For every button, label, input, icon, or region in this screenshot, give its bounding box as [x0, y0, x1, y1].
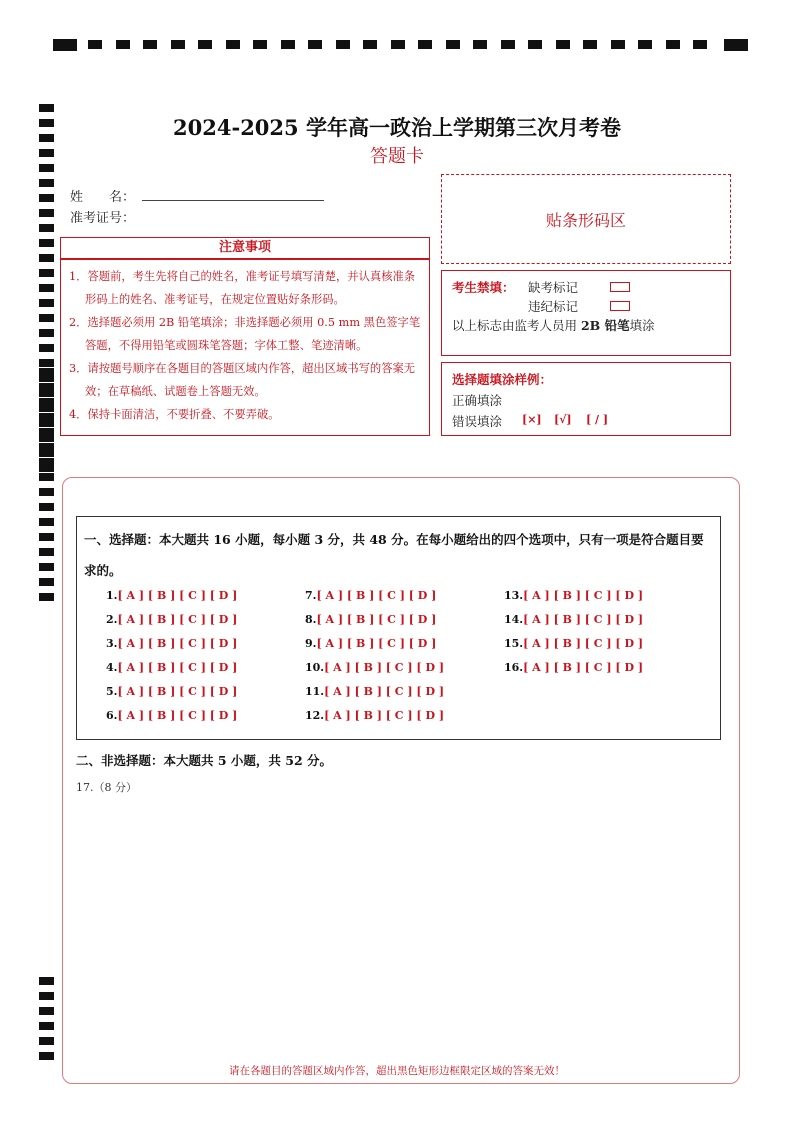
timing-mark	[171, 40, 185, 49]
mc-question-number: 11.	[305, 685, 325, 698]
mc-options[interactable]: [ A ] [ B ] [ C ] [ D ]	[117, 613, 238, 626]
mc-question-number: 1.	[106, 589, 118, 602]
mc-question[interactable]	[106, 637, 237, 650]
wrong-mark-x: [×]	[522, 413, 542, 426]
mc-question[interactable]	[106, 589, 237, 602]
timing-mark	[226, 40, 240, 49]
timing-mark	[39, 1007, 54, 1015]
timing-mark	[88, 40, 102, 49]
mc-heading: 一、选择题：本大题共 16 小题，每小题 3 分，共 48 分。在每小题给出的四个选项中，只有一项是符合题目要求的。	[84, 532, 704, 578]
forbidden-box	[441, 270, 731, 356]
absent-mark-label: 缺考标记	[528, 280, 579, 295]
timing-mark	[39, 1022, 54, 1030]
timing-mark	[363, 40, 377, 49]
name-field[interactable]	[142, 200, 324, 201]
notice-item: 3．请按题号顺序在各题目的答题区域内作答，超出区域书写的答案无效；在草稿纸、试题卷上答题无效。	[69, 362, 416, 398]
timing-mark	[143, 40, 157, 49]
mc-options[interactable]: [ A ] [ B ] [ C ] [ D ]	[117, 637, 238, 650]
mc-question-number: 6.	[106, 709, 118, 722]
mc-options[interactable]: [ A ] [ B ] [ C ] [ D ]	[324, 709, 445, 722]
mc-question[interactable]	[305, 709, 444, 722]
timing-mark	[39, 104, 54, 112]
mc-question[interactable]	[106, 613, 237, 626]
timing-mark	[39, 359, 54, 367]
exam-id-label: 准考证号：	[70, 211, 136, 226]
timing-mark	[528, 40, 542, 49]
mc-question[interactable]	[106, 685, 237, 698]
mc-question-number: 10.	[305, 661, 325, 674]
timing-mark	[39, 443, 54, 451]
absent-mark-bubble[interactable]	[610, 282, 630, 292]
timing-mark	[39, 398, 54, 406]
mc-question[interactable]	[305, 613, 436, 626]
mc-question[interactable]	[305, 589, 436, 602]
mc-options[interactable]: [ A ] [ B ] [ C ] [ D ]	[523, 613, 644, 626]
timing-mark	[39, 593, 54, 601]
timing-mark	[501, 40, 515, 49]
mc-question[interactable]	[305, 661, 444, 674]
timing-mark	[39, 413, 54, 421]
mc-question-number: 16.	[504, 661, 524, 674]
timing-mark	[39, 428, 54, 436]
timing-mark	[39, 548, 54, 556]
notice-item: 4．保持卡面清洁，不要折叠、不要弄破。	[69, 408, 280, 421]
notice-title: 注意事项	[60, 237, 430, 259]
mc-options[interactable]: [ A ] [ B ] [ C ] [ D ]	[316, 613, 437, 626]
mc-question-number: 2.	[106, 613, 118, 626]
timing-mark	[666, 40, 680, 49]
forbidden-label: 考生禁填：	[452, 280, 515, 295]
timing-mark	[39, 977, 54, 985]
mc-question[interactable]	[305, 637, 436, 650]
page-title: 2024-2025 学年高一政治上学期第三次月考卷	[173, 115, 621, 140]
q17-label: 17.（8 分）	[76, 781, 137, 794]
mc-options[interactable]: [ A ] [ B ] [ C ] [ D ]	[316, 589, 437, 602]
mc-question[interactable]	[106, 709, 237, 722]
barcode-area	[441, 174, 731, 264]
violation-mark-label: 违纪标记	[528, 299, 579, 314]
section2-heading: 二、非选择题：本大题共 5 小题，共 52 分。	[76, 753, 333, 768]
timing-mark	[253, 40, 267, 49]
mc-options[interactable]: [ A ] [ B ] [ C ] [ D ]	[523, 637, 644, 650]
footer-warning: 请在各题目的答题区域内作答，超出黑色矩形边框限定区域的答案无效！	[229, 1065, 565, 1077]
timing-mark	[336, 40, 350, 49]
notice-item: 2．选择题必须用 2B 铅笔填涂；非选择题必须用 0.5 mm 黑色签字笔答题，不得用铅笔或圆珠笔答题；字体工整、笔迹清晰。	[69, 316, 421, 352]
timing-mark	[693, 40, 707, 49]
timing-mark	[39, 578, 54, 586]
wrong-mark-check: [√]	[554, 413, 572, 426]
timing-mark	[418, 40, 432, 49]
mc-question-number: 12.	[305, 709, 325, 722]
mc-question-number: 3.	[106, 637, 118, 650]
mc-options[interactable]: [ A ] [ B ] [ C ] [ D ]	[324, 685, 445, 698]
timing-mark	[39, 269, 54, 277]
notice-box	[60, 259, 430, 436]
mc-question[interactable]	[504, 661, 643, 674]
page-subtitle: 答题卡	[370, 146, 424, 167]
mc-options[interactable]: [ A ] [ B ] [ C ] [ D ]	[117, 709, 238, 722]
fill-sample-title: 选择题填涂样例：	[452, 372, 553, 387]
mc-options[interactable]: [ A ] [ B ] [ C ] [ D ]	[316, 637, 437, 650]
mc-question-number: 14.	[504, 613, 524, 626]
timing-mark	[308, 40, 322, 49]
timing-mark	[39, 563, 54, 571]
mc-question-number: 13.	[504, 589, 524, 602]
timing-mark	[198, 40, 212, 49]
timing-mark	[39, 368, 54, 376]
forbidden-note: 以上标志由监考人员用 2B 铅笔填涂	[452, 318, 655, 333]
fill-sample-box	[441, 362, 731, 436]
timing-mark	[281, 40, 295, 49]
timing-mark	[39, 299, 54, 307]
timing-mark	[446, 40, 460, 49]
mc-options[interactable]: [ A ] [ B ] [ C ] [ D ]	[523, 661, 644, 674]
mc-question-number: 5.	[106, 685, 118, 698]
mc-question[interactable]	[106, 661, 237, 674]
mc-options[interactable]: [ A ] [ B ] [ C ] [ D ]	[523, 589, 644, 602]
mc-question[interactable]	[305, 685, 444, 698]
mc-question[interactable]	[504, 613, 643, 626]
mc-options[interactable]: [ A ] [ B ] [ C ] [ D ]	[117, 589, 238, 602]
timing-mark	[39, 209, 54, 217]
timing-mark	[39, 314, 54, 322]
timing-mark	[53, 39, 77, 51]
timing-mark	[638, 40, 652, 49]
mc-question-number: 8.	[305, 613, 317, 626]
timing-mark	[39, 1052, 54, 1060]
timing-mark	[39, 344, 54, 352]
timing-mark	[39, 488, 54, 496]
timing-mark	[39, 518, 54, 526]
violation-mark-bubble[interactable]	[610, 301, 630, 311]
timing-mark	[39, 992, 54, 1000]
barcode-label: 贴条形码区	[545, 210, 626, 230]
timing-mark	[39, 329, 54, 337]
timing-mark	[39, 194, 54, 202]
timing-mark	[39, 1037, 54, 1045]
name-label: 姓 名：	[70, 190, 136, 205]
wrong-mark-slash: [ / ]	[586, 413, 609, 426]
timing-mark	[39, 533, 54, 541]
mc-question-number: 4.	[106, 661, 118, 674]
mc-options[interactable]: [ A ] [ B ] [ C ] [ D ]	[324, 661, 445, 674]
timing-mark	[39, 224, 54, 232]
mc-question-number: 9.	[305, 637, 317, 650]
timing-mark	[39, 284, 54, 292]
timing-mark	[724, 39, 748, 51]
timing-mark	[39, 503, 54, 511]
timing-mark	[39, 239, 54, 247]
mc-question[interactable]	[504, 589, 643, 602]
timing-mark	[391, 40, 405, 49]
mc-question[interactable]	[504, 637, 643, 650]
correct-fill-label: 正确填涂	[452, 393, 503, 408]
mc-question-number: 15.	[504, 637, 524, 650]
timing-mark	[39, 473, 54, 481]
wrong-fill-label: 错误填涂	[452, 414, 503, 429]
mc-options[interactable]: [ A ] [ B ] [ C ] [ D ]	[117, 661, 238, 674]
timing-mark	[611, 40, 625, 49]
mc-options[interactable]: [ A ] [ B ] [ C ] [ D ]	[117, 685, 238, 698]
timing-mark	[39, 254, 54, 262]
timing-mark	[473, 40, 487, 49]
timing-mark	[556, 40, 570, 49]
notice-item: 1．答题前，考生先将自己的姓名，准考证号填写清楚，并认真核准条形码上的姓名、准考证号，在规定位置贴好条形码。	[69, 270, 416, 306]
timing-mark	[116, 40, 130, 49]
timing-mark	[39, 179, 54, 187]
timing-mark	[39, 383, 54, 391]
timing-mark	[39, 458, 54, 466]
timing-mark	[583, 40, 597, 49]
mc-question-number: 7.	[305, 589, 317, 602]
